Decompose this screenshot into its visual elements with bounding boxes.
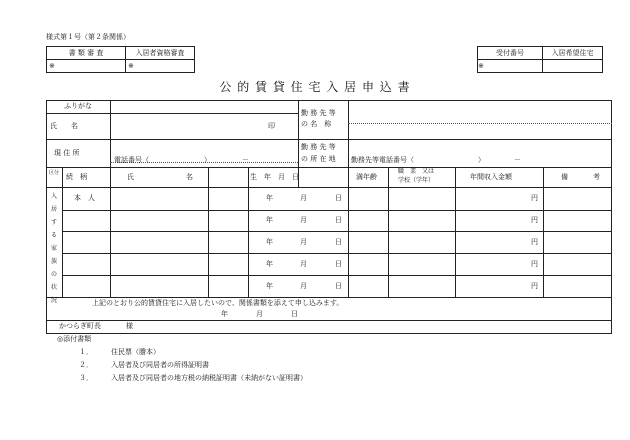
honorific: 様 bbox=[126, 322, 133, 330]
relation-header: 続 柄 bbox=[66, 173, 87, 181]
category-label: 区分 bbox=[49, 170, 60, 176]
remarks-header-1: 備 bbox=[561, 173, 568, 181]
day-mark: 日 bbox=[335, 194, 342, 202]
attachment-text: 住民票（謄本） bbox=[111, 348, 160, 356]
workplace-name-label: 勤 務 先 等 bbox=[301, 109, 336, 117]
attachment-number: ２． bbox=[79, 361, 93, 369]
day-mark: 日 bbox=[335, 260, 342, 268]
yen-mark: 円 bbox=[531, 260, 538, 268]
date-month-mark: 月 bbox=[256, 310, 263, 318]
workplace-address-label-line2: の 所 在 地 bbox=[301, 155, 336, 163]
seal-mark: 印 bbox=[268, 122, 275, 130]
workplace-name-label-line2: の 名 称 bbox=[301, 120, 332, 128]
date-year-mark: 年 bbox=[221, 310, 228, 318]
month-mark: 月 bbox=[300, 238, 307, 246]
day-mark: 日 bbox=[335, 216, 342, 224]
desired-housing-field[interactable] bbox=[543, 60, 603, 73]
month-mark: 月 bbox=[300, 260, 307, 268]
age-header: 満年齢 bbox=[356, 173, 377, 181]
month-mark: 月 bbox=[300, 216, 307, 224]
yen-mark: 円 bbox=[531, 216, 538, 224]
document-review-header: 書 類 審 査 bbox=[47, 47, 126, 60]
relation-cell: 本 人 bbox=[74, 194, 95, 202]
furigana-label: ふりがな bbox=[64, 102, 92, 110]
name-label: 氏 名 bbox=[50, 122, 78, 130]
occupation-header: 職 業 又は bbox=[398, 168, 435, 175]
page-title: 公 的 賃 貸 住 宅 入 居 申 込 書 bbox=[219, 80, 411, 94]
form-number: 様式第１号（第２条関係） bbox=[46, 33, 130, 41]
reception-number-header: 受付番号 bbox=[478, 47, 543, 60]
month-mark: 月 bbox=[300, 282, 307, 290]
attachment-number: １． bbox=[79, 348, 93, 356]
day-mark: 日 bbox=[335, 282, 342, 290]
eligibility-review-mark: ※ bbox=[126, 60, 195, 73]
birthdate-header: 生 年 月 日 bbox=[250, 173, 299, 181]
workplace-address-label: 勤 務 先 等 bbox=[301, 143, 336, 151]
desired-housing-header: 入居希望住宅 bbox=[543, 47, 603, 60]
month-mark: 月 bbox=[300, 194, 307, 202]
addressee: かつらぎ町長 bbox=[59, 322, 101, 330]
workplace-phone-dash: － bbox=[514, 156, 521, 164]
phone-close: ） bbox=[204, 156, 211, 164]
attachments-heading: ◎添付書類 bbox=[57, 335, 92, 343]
review-table bbox=[46, 46, 195, 73]
reception-table bbox=[477, 46, 603, 73]
remarks-header-2: 考 bbox=[593, 173, 600, 181]
attachment-text: 入居者及び同居者の所得証明書 bbox=[111, 361, 209, 369]
year-mark: 年 bbox=[266, 216, 273, 224]
yen-mark: 円 bbox=[531, 282, 538, 290]
name-header-1: 氏 bbox=[127, 173, 134, 181]
eligibility-review-header: 入居者資格審査 bbox=[126, 47, 195, 60]
yen-mark: 円 bbox=[531, 194, 538, 202]
income-header: 年間収入金額 bbox=[470, 173, 512, 181]
year-mark: 年 bbox=[266, 260, 273, 268]
address-label: 現 住 所 bbox=[54, 149, 80, 157]
occupation-header-2: 学校（学年） bbox=[398, 177, 435, 184]
year-mark: 年 bbox=[266, 238, 273, 246]
workplace-phone-close: ） bbox=[478, 156, 485, 164]
reception-number-field[interactable]: ※ bbox=[478, 60, 543, 73]
year-mark: 年 bbox=[266, 194, 273, 202]
declaration-text: 上記のとおり公的賃貸住宅に入居したいので、関係書類を添えて申し込みます。 bbox=[92, 299, 344, 307]
attachment-number: ３． bbox=[79, 374, 93, 382]
yen-mark: 円 bbox=[531, 238, 538, 246]
year-mark: 年 bbox=[266, 282, 273, 290]
phone-label: 電話番号（ bbox=[114, 156, 149, 164]
attachment-text: 入居者及び同居者の地方税の納税証明書（未納がない証明書） bbox=[111, 374, 307, 382]
document-review-mark: ※ bbox=[47, 60, 126, 73]
day-mark: 日 bbox=[335, 238, 342, 246]
name-header-2: 名 bbox=[186, 173, 193, 181]
workplace-phone-label: 勤務先等電話番号（ bbox=[351, 156, 414, 164]
family-status-side-label: 入居する家族の状況 bbox=[50, 193, 57, 304]
phone-dash: － bbox=[242, 156, 249, 164]
date-day-mark: 日 bbox=[291, 310, 298, 318]
